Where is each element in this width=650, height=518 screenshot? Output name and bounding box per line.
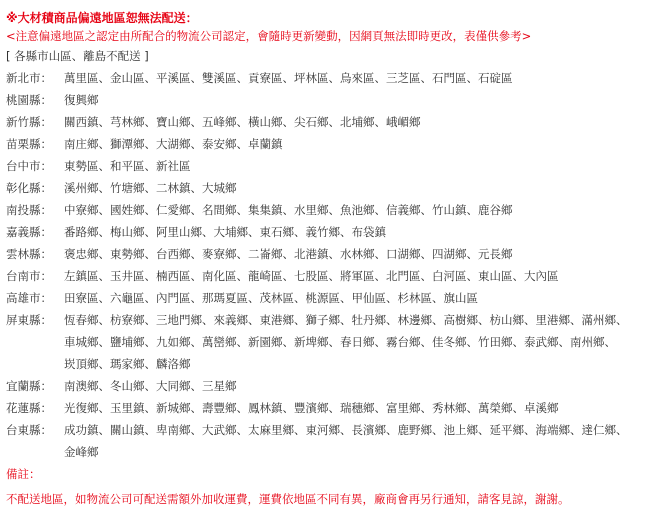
area-item: 復興鄉	[64, 93, 99, 107]
area-item: 台西鄉 、	[156, 243, 202, 265]
area-list	[64, 243, 646, 265]
area-item: 富里鄉 、	[386, 397, 432, 419]
area-item: 溪州鄉 、	[64, 177, 110, 199]
region-row	[6, 287, 646, 309]
area-item: 關山鎮 、	[110, 419, 156, 441]
area-item: 芎林鄉 、	[110, 111, 156, 133]
area-item: 尖石鄉 、	[294, 111, 340, 133]
area-item: 竹田鄉 、	[478, 331, 524, 353]
county-label: 苗栗縣：	[6, 137, 52, 151]
area-item: 高樹鄉 、	[444, 309, 490, 331]
area-item: 九如鄉 、	[156, 331, 202, 353]
area-item: 貢寮區 、	[248, 67, 294, 89]
county-label: 台南市：	[6, 269, 52, 283]
area-item: 北門區 、	[386, 265, 432, 287]
county-label: 桃園縣：	[6, 93, 52, 107]
area-item: 國姓鄉 、	[110, 199, 156, 221]
area-item: 春日鄉 、	[340, 331, 386, 353]
area-item: 海端鄉 、	[536, 419, 582, 441]
area-list	[64, 375, 646, 397]
area-item: 鹿谷鄉	[478, 203, 513, 217]
area-item: 鹿野鄉 、	[398, 419, 444, 441]
county-label: 屏東縣：	[6, 313, 52, 327]
area-item: 東勢區 、	[64, 155, 110, 177]
area-item: 金山區 、	[110, 67, 156, 89]
area-item: 烏來區 、	[340, 67, 386, 89]
area-item: 崁頂鄉 、	[64, 353, 110, 375]
county-label: 嘉義縣：	[6, 225, 52, 239]
area-item: 大武鄉 、	[202, 419, 248, 441]
area-item: 信義鄉 、	[386, 199, 432, 221]
area-list	[64, 287, 646, 309]
area-item: 金峰鄉	[64, 445, 99, 459]
area-list	[64, 89, 646, 111]
area-item: 和平區 、	[110, 155, 156, 177]
area-item: 集集鎮 、	[248, 199, 294, 221]
notice-title: ※大材積商品偏遠地區恕無法配送：	[6, 11, 198, 25]
area-item: 卓蘭鎮	[248, 137, 283, 151]
area-item: 龍崎區 、	[248, 265, 294, 287]
area-item: 霧台鄉 、	[386, 331, 432, 353]
county-label: 花蓮縣：	[6, 401, 52, 415]
area-item: 冬山鄉 、	[110, 375, 156, 397]
area-item: 仁愛鄉 、	[156, 199, 202, 221]
area-item: 豐濱鄉 、	[294, 397, 340, 419]
area-item: 中寮鄉 、	[64, 199, 110, 221]
region-row	[6, 111, 646, 133]
area-item: 太麻里鄉 、	[248, 419, 306, 441]
area-item: 鹽埔鄉 、	[110, 331, 156, 353]
area-item: 大湖鄉 、	[156, 133, 202, 155]
area-item: 東山區 、	[478, 265, 524, 287]
county-label: 雲林縣：	[6, 247, 52, 261]
area-item: 竹塘鄉 、	[110, 177, 156, 199]
area-list	[64, 309, 646, 375]
area-item: 北埔鄉 、	[340, 111, 386, 133]
area-item: 大城鄉	[202, 181, 237, 195]
area-item: 七股區 、	[294, 265, 340, 287]
area-item: 壽豐鄉 、	[202, 397, 248, 419]
county-label: 宜蘭縣：	[6, 379, 52, 393]
county-label: 新竹縣：	[6, 115, 52, 129]
area-item: 四湖鄉 、	[432, 243, 478, 265]
area-item: 東港鄉 、	[260, 309, 306, 331]
region-row	[6, 375, 646, 397]
area-item: 達仁鄉 、	[582, 419, 628, 441]
area-item: 三芝區 、	[386, 67, 432, 89]
area-item: 甲仙區 、	[352, 287, 398, 309]
area-item: 佳冬鄉 、	[432, 331, 478, 353]
area-item: 南庄鄉 、	[64, 133, 110, 155]
county-label: 南投縣：	[6, 203, 52, 217]
area-item: 南澳鄉 、	[64, 375, 110, 397]
area-item: 梅山鄉 、	[110, 221, 156, 243]
shipping-notice	[6, 10, 646, 509]
area-list	[64, 111, 646, 133]
area-item: 左鎮區 、	[64, 265, 110, 287]
area-item: 番路鄉 、	[64, 221, 110, 243]
area-item: 來義鄉 、	[214, 309, 260, 331]
region-row	[6, 397, 646, 419]
area-item: 枋寮鄉 、	[110, 309, 156, 331]
area-item: 成功鎮 、	[64, 419, 110, 441]
area-item: 水林鄉 、	[340, 243, 386, 265]
area-item: 車城鄉 、	[64, 331, 110, 353]
region-row	[6, 133, 646, 155]
area-item: 杉林區 、	[398, 287, 444, 309]
area-item: 石門區 、	[432, 67, 478, 89]
area-list	[64, 199, 646, 221]
area-list	[64, 265, 646, 287]
area-item: 滿州鄉 、	[582, 309, 628, 331]
county-label: 台中市：	[6, 159, 52, 173]
area-item: 萬巒鄉 、	[202, 331, 248, 353]
area-item: 魚池鄉 、	[340, 199, 386, 221]
area-item: 那瑪夏區 、	[202, 287, 260, 309]
county-label: 彰化縣：	[6, 181, 52, 195]
area-item: 泰武鄉 、	[524, 331, 570, 353]
area-item: 楠西區 、	[156, 265, 202, 287]
area-item: 恆春鄉 、	[64, 309, 110, 331]
area-item: 林邊鄉 、	[398, 309, 444, 331]
area-item: 內門區 、	[156, 287, 202, 309]
area-item: 大內區	[524, 269, 559, 283]
area-item: 口湖鄉 、	[386, 243, 432, 265]
area-item: 峨嵋鄉	[386, 115, 421, 129]
area-item: 新城鄉 、	[156, 397, 202, 419]
notice-disclaimer: <注意偏遠地區之認定由所配合的物流公司認定，會隨時更新變動，因網頁無法即時更改，表僅供參考>	[6, 29, 532, 43]
area-list	[64, 397, 646, 419]
region-row	[6, 243, 646, 265]
area-item: 獅子鄉 、	[306, 309, 352, 331]
area-item: 三星鄉	[202, 379, 237, 393]
area-item: 池上鄉 、	[444, 419, 490, 441]
area-item: 長濱鄉 、	[352, 419, 398, 441]
area-item: 瑪家鄉 、	[110, 353, 156, 375]
area-item: 獅潭鄉 、	[110, 133, 156, 155]
county-label: 新北市：	[6, 71, 52, 85]
area-item: 旗山區	[443, 291, 478, 305]
area-item: 枋山鄉 、	[490, 309, 536, 331]
area-item: 雙溪區 、	[202, 67, 248, 89]
area-item: 橫山鄉 、	[248, 111, 294, 133]
area-list	[64, 177, 646, 199]
area-item: 布袋鎮	[351, 225, 386, 239]
area-item: 新埤鄉 、	[294, 331, 340, 353]
area-item: 新社區	[156, 159, 191, 173]
area-item: 萬里區 、	[64, 67, 110, 89]
area-item: 石碇區	[478, 71, 513, 85]
area-list	[64, 419, 646, 463]
area-item: 田寮區 、	[64, 287, 110, 309]
area-item: 卓溪鄉	[524, 401, 559, 415]
area-item: 大埔鄉 、	[214, 221, 260, 243]
area-item: 竹山鎮 、	[432, 199, 478, 221]
region-row	[6, 221, 646, 243]
area-item: 寶山鄉 、	[156, 111, 202, 133]
area-item: 五峰鄉 、	[202, 111, 248, 133]
area-item: 瑞穗鄉 、	[340, 397, 386, 419]
area-item: 褒忠鄉 、	[64, 243, 110, 265]
area-item: 桃源區 、	[306, 287, 352, 309]
area-item: 玉里鎮 、	[110, 397, 156, 419]
area-item: 坪林區 、	[294, 67, 340, 89]
area-item: 延平鄉 、	[490, 419, 536, 441]
area-item: 三地門鄉 、	[156, 309, 214, 331]
area-list	[64, 133, 646, 155]
region-row	[6, 67, 646, 89]
region-row	[6, 177, 646, 199]
area-item: 里港鄉 、	[536, 309, 582, 331]
area-item: 光復鄉 、	[64, 397, 110, 419]
area-item: 義竹鄉 、	[306, 221, 352, 243]
area-item: 東石鄉 、	[260, 221, 306, 243]
area-item: 元長鄉	[478, 247, 513, 261]
region-row	[6, 265, 646, 287]
area-item: 將軍區 、	[340, 265, 386, 287]
area-item: 關西鎮 、	[64, 111, 110, 133]
area-item: 茂林區 、	[260, 287, 306, 309]
area-item: 東河鄉 、	[306, 419, 352, 441]
area-item: 水里鄉 、	[294, 199, 340, 221]
area-item: 二崙鄉 、	[248, 243, 294, 265]
area-item: 秀林鄉 、	[432, 397, 478, 419]
region-list	[6, 67, 646, 463]
area-item: 東勢鄉 、	[110, 243, 156, 265]
area-item: 白河區 、	[432, 265, 478, 287]
area-list	[64, 155, 646, 177]
area-item: 南化區 、	[202, 265, 248, 287]
area-item: 六龜區 、	[110, 287, 156, 309]
area-item: 南州鄉 、	[570, 331, 616, 353]
remark-label: 備註：	[6, 467, 41, 481]
area-item: 牡丹鄉 、	[352, 309, 398, 331]
area-item: 麥寮鄉 、	[202, 243, 248, 265]
area-item: 新園鄉 、	[248, 331, 294, 353]
area-item: 阿里山鄉 、	[156, 221, 214, 243]
area-item: 二林鎮 、	[156, 177, 202, 199]
area-item: 玉井區 、	[110, 265, 156, 287]
area-item: 鳳林鎮 、	[248, 397, 294, 419]
region-row	[6, 309, 646, 375]
region-row	[6, 199, 646, 221]
area-item: 北港鎮 、	[294, 243, 340, 265]
region-row	[6, 155, 646, 177]
area-item: 萬榮鄉 、	[478, 397, 524, 419]
area-item: 卑南鄉 、	[156, 419, 202, 441]
area-list	[64, 67, 646, 89]
area-item: 麟洛鄉	[156, 357, 191, 371]
county-label: 高雄市：	[6, 291, 52, 305]
remark-text: 不配送地區，如物流公司可配送需額外加收運費，運費依地區不同有異，廠商會再另行通知，請客見諒，謝謝。	[6, 492, 570, 506]
area-list	[64, 221, 646, 243]
area-item: 大同鄉 、	[156, 375, 202, 397]
region-row	[6, 419, 646, 463]
area-item: 泰安鄉 、	[202, 133, 248, 155]
area-item: 平溪區 、	[156, 67, 202, 89]
area-item: 名間鄉 、	[202, 199, 248, 221]
notice-scope: [ 各縣市山區、離島不配送 ]	[6, 49, 149, 63]
county-label: 台東縣：	[6, 423, 52, 437]
region-row	[6, 89, 646, 111]
